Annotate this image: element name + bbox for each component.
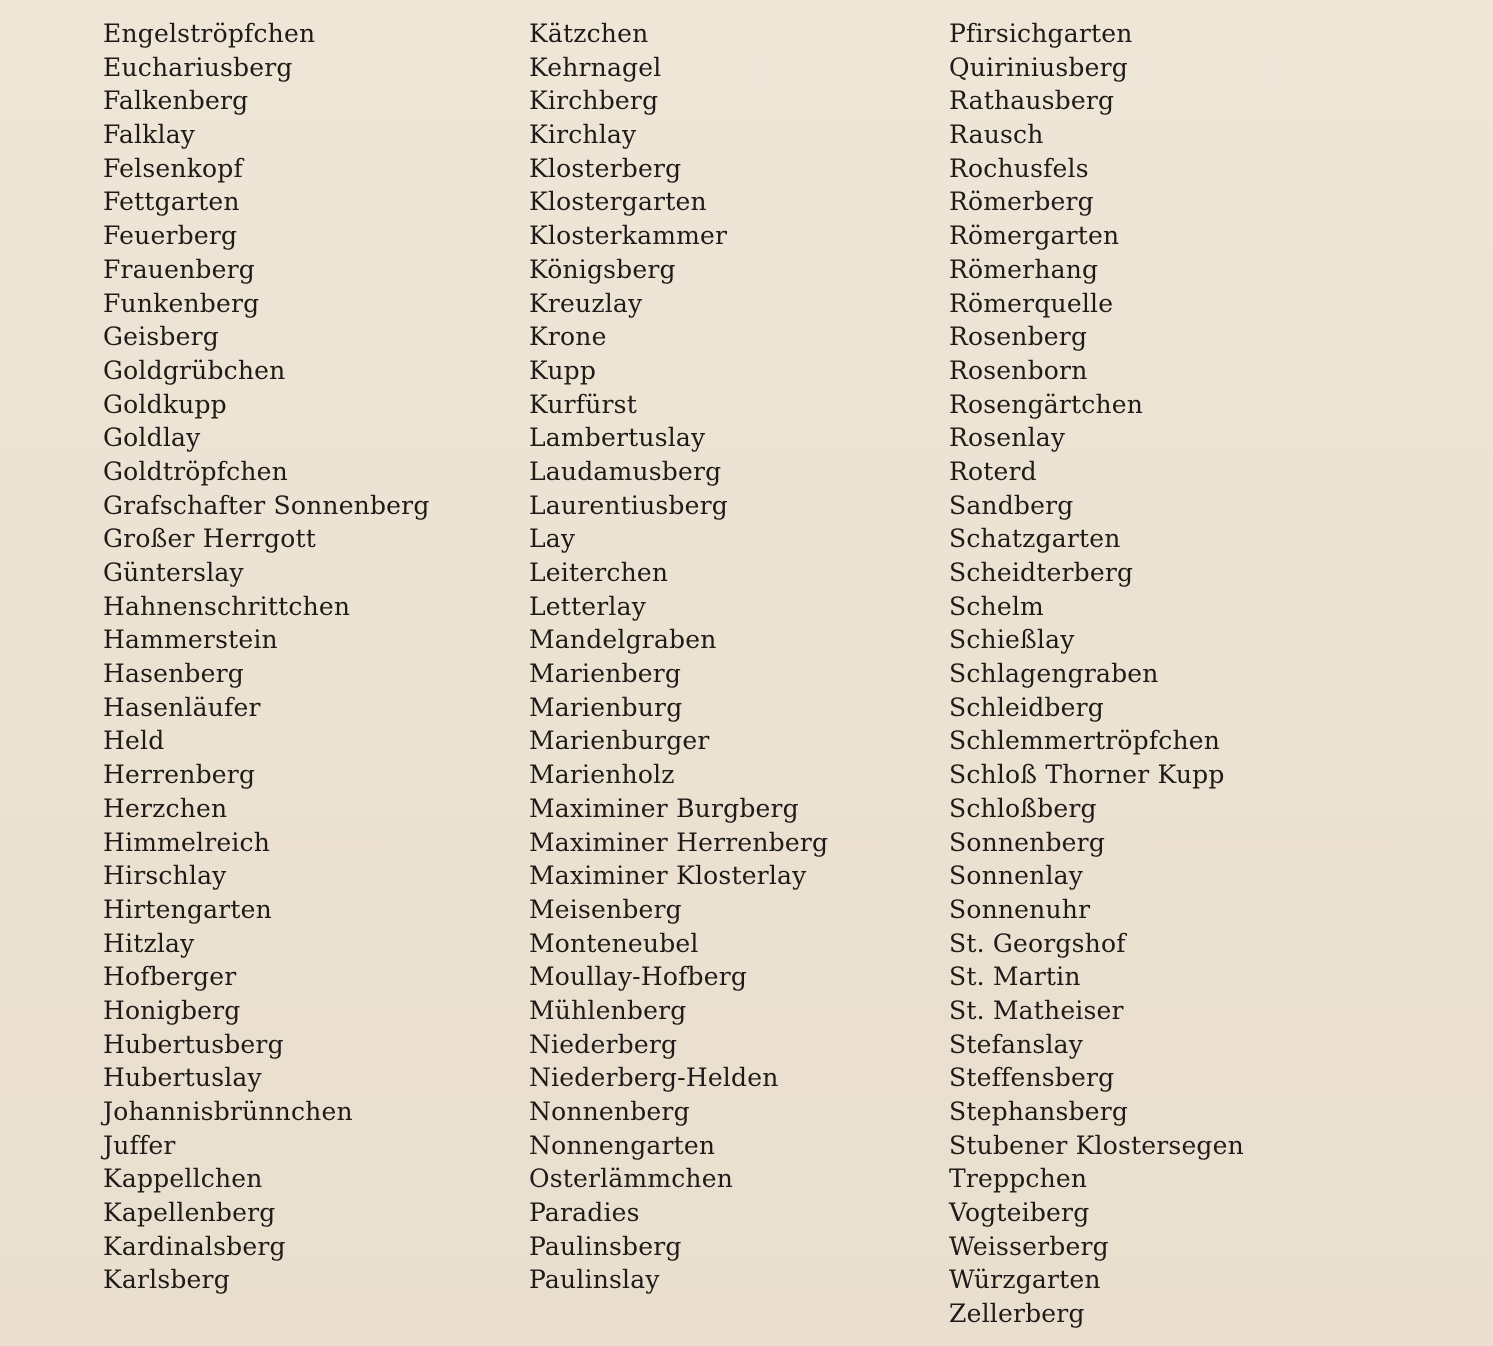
list-item: Maximiner Klosterlay — [529, 861, 807, 891]
list-item: Quiriniusberg — [949, 52, 1128, 82]
list-item: Kurfürst — [529, 389, 637, 419]
list-item: Nonnengarten — [529, 1130, 716, 1160]
list-item: St. Matheiser — [949, 995, 1124, 1025]
list-item: Hasenberg — [103, 659, 244, 689]
list-item: Feuerberg — [103, 221, 238, 251]
list-item: Marienberg — [529, 659, 682, 689]
name-column-3 — [949, 17, 1244, 1331]
list-item: Sonnenuhr — [949, 894, 1091, 924]
list-item: Letterlay — [529, 591, 647, 621]
list-item: Rathausberg — [949, 86, 1115, 116]
list-item: Hitzlay — [103, 928, 195, 958]
list-item: Klosterkammer — [529, 221, 728, 251]
list-item: Niederberg — [529, 1029, 678, 1059]
list-item: Hofberger — [103, 962, 237, 992]
list-item: Nonnenberg — [529, 1097, 690, 1126]
list-item: St. Martin — [949, 962, 1081, 992]
list-item: Engelströpfchen — [103, 19, 316, 48]
list-item: Schleidberg — [949, 692, 1104, 722]
list-item: Weisserberg — [949, 1231, 1109, 1261]
list-item: St. Georgshof — [949, 928, 1126, 958]
list-item: Hubertuslay — [103, 1063, 262, 1093]
list-item: Meisenberg — [529, 894, 682, 924]
list-item: Lay — [529, 524, 576, 554]
list-item: Kappellchen — [103, 1164, 263, 1194]
list-item: Krone — [529, 322, 607, 352]
list-item: Schelm — [949, 591, 1044, 621]
list-item: Treppchen — [949, 1164, 1088, 1194]
list-item: Würzgarten — [949, 1265, 1101, 1295]
list-item: Karlsberg — [103, 1265, 230, 1295]
list-item: Großer Herrgott — [103, 524, 317, 554]
list-item: Römergarten — [949, 221, 1120, 251]
list-item: Kehrnagel — [529, 52, 662, 82]
list-item: Marienburger — [529, 726, 710, 756]
list-item: Römerberg — [949, 187, 1094, 217]
list-item: Kirchlay — [529, 120, 637, 150]
list-item: Hasenläufer — [103, 692, 261, 722]
list-item: Stefanslay — [949, 1029, 1084, 1059]
name-column-2 — [529, 17, 828, 1297]
list-item: Hirschlay — [103, 861, 227, 891]
list-item: Paradies — [529, 1198, 640, 1228]
list-item: Grafschafter Sonnenberg — [103, 490, 430, 520]
list-item: Held — [103, 726, 165, 756]
list-item: Kupp — [529, 355, 597, 385]
list-item: Vogteiberg — [949, 1198, 1090, 1228]
list-item: Maximiner Herrenberg — [529, 827, 829, 857]
list-item: Römerquelle — [949, 288, 1114, 318]
list-item: Sonnenlay — [949, 861, 1084, 891]
list-item: Goldkupp — [103, 389, 227, 419]
list-item: Hirtengarten — [103, 894, 272, 924]
list-item: Felsenkopf — [103, 153, 243, 183]
list-item: Herzchen — [103, 793, 228, 823]
list-item: Rosengärtchen — [949, 389, 1144, 419]
list-item: Kätzchen — [529, 19, 649, 48]
list-item: Klosterberg — [529, 153, 682, 183]
list-item: Königsberg — [529, 254, 676, 284]
list-item: Hahnenschrittchen — [103, 591, 351, 621]
list-item: Marienholz — [529, 760, 675, 790]
list-item: Rosenberg — [949, 322, 1088, 352]
list-item: Klostergarten — [529, 187, 707, 217]
list-item: Sonnenberg — [949, 827, 1106, 857]
list-item: Schatzgarten — [949, 524, 1121, 554]
list-item: Herrenberg — [103, 760, 256, 790]
list-item: Hammerstein — [103, 625, 278, 655]
list-item: Pfirsichgarten — [949, 19, 1133, 48]
list-item: Goldgrübchen — [103, 355, 286, 385]
list-item: Himmelreich — [103, 827, 271, 857]
list-item: Steffensberg — [949, 1063, 1115, 1093]
name-column-1 — [103, 17, 430, 1297]
list-item: Fettgarten — [103, 187, 240, 217]
list-item: Rosenborn — [949, 355, 1088, 385]
list-item: Rosenlay — [949, 423, 1066, 453]
list-item: Stubener Klostersegen — [949, 1130, 1244, 1160]
list-item: Leiterchen — [529, 558, 669, 587]
list-item: Stephansberg — [949, 1097, 1129, 1126]
list-item: Sandberg — [949, 490, 1074, 520]
list-item: Funkenberg — [103, 288, 260, 318]
list-item: Honigberg — [103, 995, 241, 1025]
list-item: Mühlenberg — [529, 995, 687, 1025]
list-item: Rausch — [949, 120, 1044, 150]
list-item: Goldtröpfchen — [103, 456, 288, 486]
list-item: Falklay — [103, 120, 196, 150]
list-item: Kardinalsberg — [103, 1231, 286, 1261]
list-item: Kapellenberg — [103, 1198, 276, 1228]
list-item: Osterlämmchen — [529, 1164, 734, 1194]
list-item: Roterd — [949, 456, 1037, 486]
list-item: Euchariusberg — [103, 52, 293, 82]
list-item: Hubertusberg — [103, 1029, 284, 1059]
list-item: Kreuzlay — [529, 288, 643, 318]
list-item: Goldlay — [103, 423, 201, 453]
list-item: Schlemmertröpfchen — [949, 726, 1221, 756]
list-item: Römerhang — [949, 254, 1099, 284]
list-item: Schloß Thorner Kupp — [949, 760, 1225, 790]
list-item: Moullay-Hofberg — [529, 962, 748, 992]
list-item: Falkenberg — [103, 86, 249, 116]
list-item: Schlagengraben — [949, 659, 1159, 689]
list-item: Johannisbrünnchen — [103, 1097, 353, 1126]
list-item: Schloßberg — [949, 793, 1097, 823]
list-item: Günterslay — [103, 558, 244, 587]
list-item: Monteneubel — [529, 928, 699, 958]
list-item: Frauenberg — [103, 254, 255, 284]
list-item: Schießlay — [949, 625, 1075, 655]
list-item: Mandelgraben — [529, 625, 717, 655]
list-item: Juffer — [103, 1130, 176, 1160]
list-item: Niederberg-Helden — [529, 1063, 779, 1093]
list-item: Zellerberg — [949, 1299, 1085, 1329]
list-item: Paulinslay — [529, 1265, 660, 1295]
list-item: Laurentiusberg — [529, 490, 728, 520]
list-item: Maximiner Burgberg — [529, 793, 799, 823]
list-item: Lambertuslay — [529, 423, 706, 453]
list-item: Laudamusberg — [529, 456, 722, 486]
list-item: Marienburg — [529, 692, 683, 722]
list-item: Geisberg — [103, 322, 219, 352]
list-item: Rochusfels — [949, 153, 1089, 183]
list-item: Kirchberg — [529, 86, 659, 116]
list-item: Scheidterberg — [949, 558, 1134, 587]
list-item: Paulinsberg — [529, 1231, 682, 1261]
